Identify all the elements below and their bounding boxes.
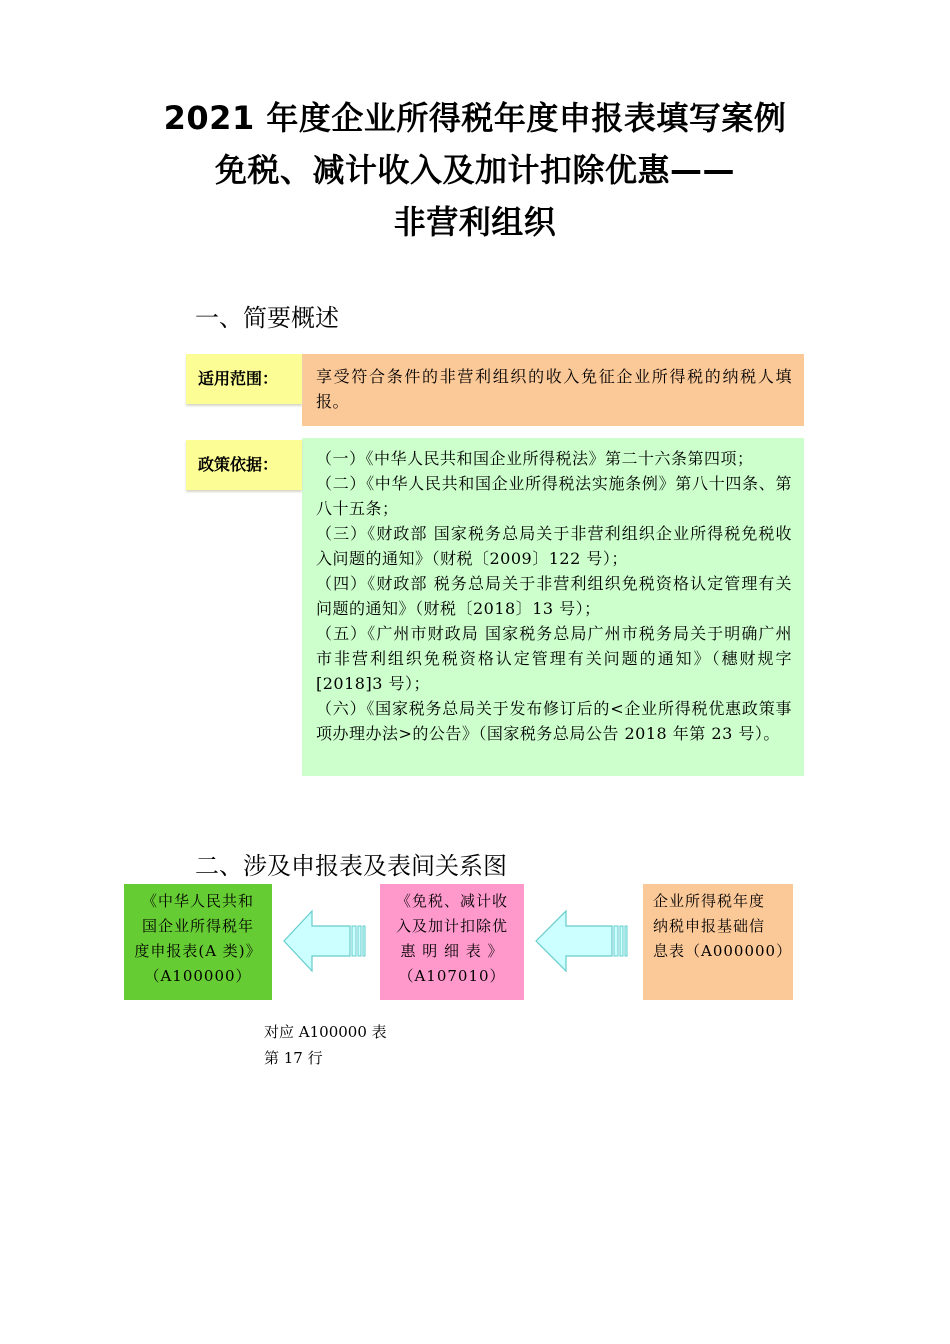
form-box-line: 惠 明 细 表 》 bbox=[400, 942, 504, 960]
policy-item: （二）《中华人民共和国企业所得税法实施条例》第八十四条、第八十五条； bbox=[316, 474, 792, 518]
note-line: 第 17 行 bbox=[264, 1049, 323, 1067]
section-heading-overview: 一、简要概述 bbox=[195, 304, 339, 332]
row-reference-note bbox=[264, 1019, 387, 1071]
section-heading-relations: 二、涉及申报表及表间关系图 bbox=[195, 852, 507, 880]
form-box-line: 《中华人民共和 bbox=[141, 892, 254, 910]
form-box-line: 纳税申报基础信 bbox=[653, 917, 766, 935]
form-box-line: 国企业所得税年 bbox=[141, 917, 254, 935]
page-title-line2: 免税、减计收入及加计扣除优惠—— bbox=[214, 151, 735, 189]
policy-box bbox=[302, 438, 804, 776]
left-arrow-icon bbox=[282, 908, 370, 974]
form-box-a000000 bbox=[643, 884, 793, 1000]
form-box-line: 入及加计扣除优 bbox=[395, 917, 508, 935]
form-box-line: 息表（A000000） bbox=[653, 942, 793, 960]
scope-text: 享受符合条件的非营利组织的收入免征企业所得税的纳税人填报。 bbox=[316, 367, 792, 411]
policy-item: （六）《国家税务总局关于发布修订后的<企业所得税优惠政策事项办理办法>的公告》（国家税务总局公告 2018 年第 23 号）。 bbox=[316, 699, 792, 743]
note-line: 对应 A100000 表 bbox=[264, 1023, 387, 1041]
policy-item: （三）《财政部 国家税务总局关于非营利组织企业所得税免税收入问题的通知》（财税〔2009〕122 号）； bbox=[316, 524, 792, 568]
form-box-line: （A100000） bbox=[144, 967, 252, 985]
form-box-line: 度申报表(A 类)》 bbox=[134, 942, 262, 960]
policy-label: 政策依据： bbox=[186, 440, 302, 490]
policy-item: （五）《广州市财政局 国家税务总局广州市税务局关于明确广州市非营利组织免税资格认定管理有关问题的通知》（穗财规字[2018]3 号）； bbox=[316, 624, 792, 693]
scope-box bbox=[302, 354, 804, 426]
left-arrow-icon bbox=[534, 908, 634, 974]
form-box-a107010 bbox=[380, 884, 524, 1000]
page-title-line3: 非营利组织 bbox=[393, 203, 557, 241]
policy-item: （一）《中华人民共和国企业所得税法》第二十六条第四项； bbox=[316, 449, 754, 468]
form-box-a100000 bbox=[124, 884, 272, 1000]
page-title-line1: 2021 年度企业所得税年度申报表填写案例 bbox=[163, 99, 787, 137]
form-box-line: 《免税、减计收 bbox=[395, 892, 508, 910]
form-box-line: 企业所得税年度 bbox=[653, 892, 766, 910]
scope-label: 适用范围： bbox=[186, 354, 302, 404]
policy-item: （四）《财政部 税务总局关于非营利组织免税资格认定管理有关问题的通知》（财税〔2018〕13 号）； bbox=[316, 574, 792, 618]
form-box-line: （A107010） bbox=[398, 967, 506, 985]
